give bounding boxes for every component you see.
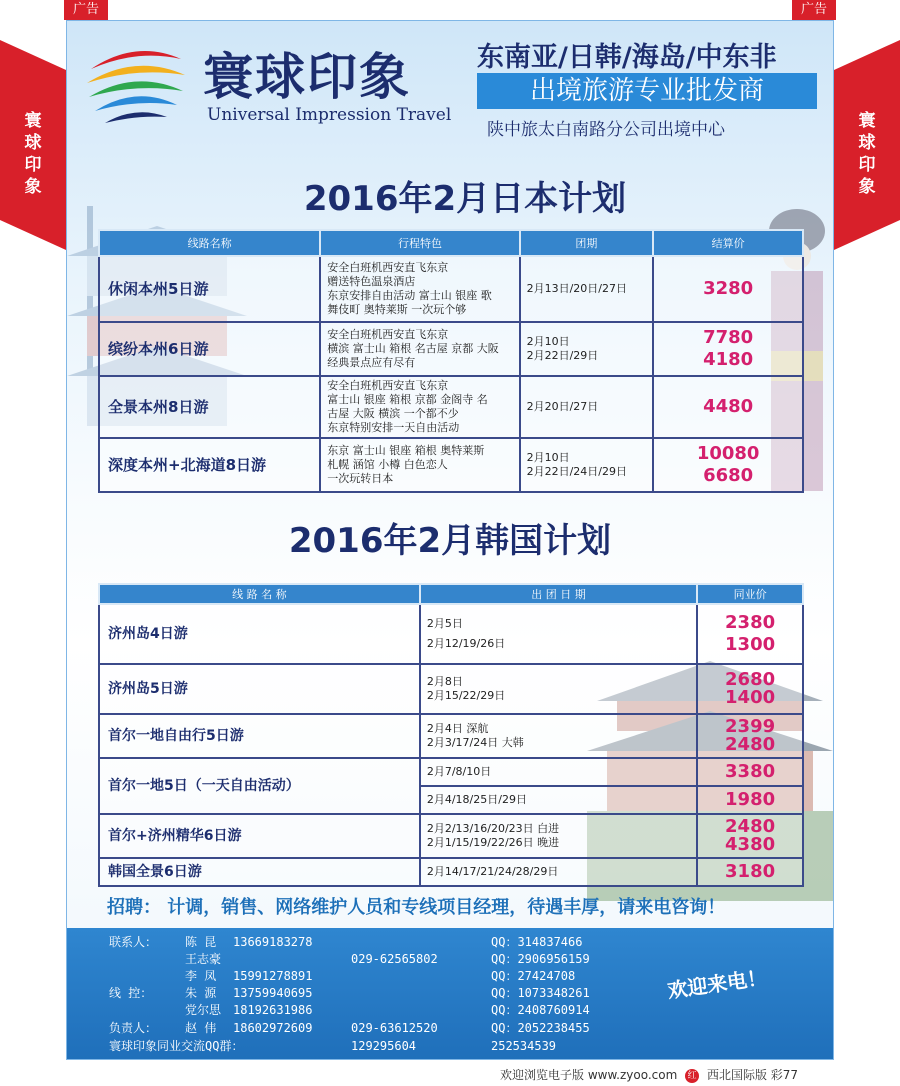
date-line: 2月10日 (526, 451, 570, 464)
brand-name-cn: 寰球印象 (203, 47, 411, 106)
ad-page (66, 20, 834, 1060)
price (653, 322, 803, 376)
feature-line: 东京 富士山 银座 箱根 奥特莱斯 (327, 444, 485, 457)
col-header: 行程特色 (320, 230, 519, 256)
ad-tag-left: 广告 (64, 0, 108, 20)
ad-tag-right: 广告 (792, 0, 836, 20)
feature-line: 富士山 银座 箱根 京都 金阁寺 名 (327, 393, 488, 406)
japan-plan-table (98, 229, 804, 493)
route-features (320, 376, 519, 438)
price-value: 3280 (703, 278, 754, 299)
table-row (99, 758, 803, 786)
price-value: 4480 (703, 396, 754, 417)
col-header: 同业价 (697, 584, 803, 604)
contact-row (109, 934, 809, 950)
contact-qq: QQ：27424708 (491, 969, 576, 983)
date-line: 2月22日/29日 (526, 349, 599, 362)
contact-qq: QQ：2906956159 (491, 952, 590, 966)
price-value: 1400 (725, 687, 776, 708)
side-ribbon-right (834, 40, 900, 250)
contact-mobile: 18192631986 (233, 1003, 313, 1017)
route-name: 首尔一地自由行5日游 (99, 714, 420, 758)
footer-edition: 西北国际版 (706, 1068, 767, 1082)
table-header-row (99, 230, 803, 256)
route-name: 济州岛4日游 (99, 604, 420, 664)
korea-plan-title: 2016年2月韩国计划 (288, 521, 612, 561)
feature-line: 安全白班机西安直飞东京 (327, 261, 449, 274)
contact-phone: 029-63612520 (351, 1021, 438, 1035)
price (653, 256, 803, 322)
price (697, 858, 803, 886)
price-value: 6680 (703, 465, 754, 486)
japan-plan-title: 2016年2月日本计划 (303, 179, 627, 219)
col-header: 团期 (520, 230, 654, 256)
col-header: 线 路 名 称 (99, 584, 420, 604)
price-value: 4380 (725, 834, 776, 855)
col-header: 线路名称 (99, 230, 320, 256)
contact-row (109, 951, 809, 967)
date-line: 2月1/15/19/22/26日 晚进 (426, 836, 560, 849)
departure-dates: 2月7/8/10日 (420, 758, 697, 786)
table-row (99, 256, 803, 322)
feature-line: 横滨 富士山 箱根 名古屋 京都 大阪 (327, 342, 499, 355)
price: 1980 (697, 786, 803, 814)
departure-dates: 2月4/18/25日/29日 (420, 786, 697, 814)
departure-dates (420, 714, 697, 758)
feature-line: 札幌 涵馆 小樽 白色恋人 (327, 458, 448, 471)
ribbon-char: 寰 (858, 111, 876, 131)
contact-name: 王志豪 (185, 952, 222, 966)
price-value: 7780 (703, 327, 754, 348)
footer-page-number: 彩77 (770, 1068, 799, 1082)
departure-dates (520, 322, 654, 376)
contact-qq: QQ：2052238455 (491, 1021, 590, 1035)
contact-row (109, 1002, 809, 1018)
price: 3380 (697, 758, 803, 786)
table-row (99, 322, 803, 376)
ribbon-char: 印 (858, 155, 876, 175)
date-line: 2月10日 (526, 335, 570, 348)
date-line: 2月8日 (426, 675, 463, 688)
price-value: 2480 (725, 734, 776, 755)
price-value: 3180 (725, 861, 776, 882)
departure-dates (420, 858, 697, 886)
route-features (320, 256, 519, 322)
departure-dates (520, 438, 654, 492)
route-name: 全景本州8日游 (99, 376, 320, 438)
date-line: 2月14/17/21/24/28/29日 (426, 865, 559, 878)
feature-line: 古屋 大阪 横滨 一个都不少 (327, 407, 459, 420)
departure-dates (420, 814, 697, 858)
route-name: 深度本州+北海道8日游 (99, 438, 320, 492)
price (697, 664, 803, 714)
qq-group-label: 寰球印象同业交流QQ群： (109, 1039, 244, 1053)
route-name: 首尔+济州精华6日游 (99, 814, 420, 858)
date-line: 2月13日/20日/27日 (526, 282, 628, 295)
tagline-banner: 出境旅游专业批发商 (477, 73, 817, 109)
contact-qq: QQ：2408760914 (491, 1003, 590, 1017)
date-line: 2月22日/24日/29日 (526, 465, 628, 478)
brand-name-en: Universal Impression Travel (207, 105, 452, 125)
date-line: 2月2/13/16/20/23日 白进 (426, 822, 560, 835)
table-row (99, 438, 803, 492)
recruit-label: 招聘： (107, 897, 161, 918)
contact-qq: QQ：314837466 (491, 935, 583, 949)
contact-mobile: 13669183278 (233, 935, 313, 949)
feature-line: 赠送特色温泉酒店 (327, 275, 416, 288)
feature-line: 东京特别安排一天自由活动 (327, 421, 460, 434)
price (653, 376, 803, 438)
feature-line: 舞伎町 奥特莱斯 一次玩个够 (327, 303, 467, 316)
qq-group-number: 252534539 (491, 1039, 557, 1053)
contact-panel (67, 928, 833, 1060)
table-row (99, 604, 803, 664)
edition-badge: 红 (685, 1069, 699, 1083)
feature-line: 经典景点应有尽有 (327, 356, 416, 369)
recruitment-notice (107, 893, 725, 919)
welcome-call-text: 欢迎来电！ (666, 965, 769, 1003)
korea-plan-table (98, 583, 804, 887)
contact-qq: QQ：1073348261 (491, 986, 590, 1000)
date-line: 2月15/22/29日 (426, 689, 506, 702)
route-name: 缤纷本州6日游 (99, 322, 320, 376)
side-ribbon-left (0, 40, 66, 250)
date-line: 2月3/17/24日 大韩 (426, 736, 524, 749)
contact-mobile: 13759940695 (233, 986, 313, 1000)
ribbon-char: 球 (24, 133, 42, 153)
table-row (99, 814, 803, 858)
recruit-text: 计调，销售、网络维护人员和专线项目经理，待遇丰厚，请来电咨询！ (167, 897, 726, 918)
col-header: 出 团 日 期 (420, 584, 697, 604)
page-footer (500, 1066, 798, 1083)
price-value: 2680 (725, 669, 776, 690)
contact-row (109, 1020, 809, 1036)
table-row (99, 664, 803, 714)
price-value: 4180 (703, 349, 754, 370)
contact-name: 朱 源 (185, 986, 217, 1000)
feature-line: 一次玩转日本 (327, 472, 394, 485)
date-line: 2月5日 (426, 617, 463, 630)
footer-site-text: 欢迎浏览电子版 www.zyoo.com (500, 1068, 678, 1082)
departure-dates (520, 256, 654, 322)
price-value: 2399 (725, 716, 776, 737)
feature-line: 安全白班机西安直飞东京 (327, 379, 449, 392)
contact-mobile: 15991278891 (233, 969, 313, 983)
contact-role: 联系人： (109, 935, 158, 949)
branch-name: 陕中旅太白南路分公司出境中心 (487, 120, 725, 140)
contact-name: 陈 昆 (185, 935, 217, 949)
route-name: 首尔一地5日（一天自由活动） (99, 758, 420, 814)
destinations: 东南亚/日韩/海岛/中东非 (477, 42, 777, 73)
date-line: 2月20日/27日 (526, 400, 599, 413)
price-value: 2480 (725, 816, 776, 837)
col-header: 结算价 (653, 230, 803, 256)
contact-mobile: 18602972609 (233, 1021, 313, 1035)
brand-logo-icon (81, 39, 191, 129)
price (697, 714, 803, 758)
table-row (99, 858, 803, 886)
route-features (320, 438, 519, 492)
ribbon-char: 寰 (24, 111, 42, 131)
price-value: 2380 (725, 612, 776, 633)
table-row (99, 714, 803, 758)
route-features (320, 322, 519, 376)
departure-dates (420, 604, 697, 664)
route-name: 济州岛5日游 (99, 664, 420, 714)
departure-dates (420, 664, 697, 714)
header (67, 21, 833, 151)
price (653, 438, 803, 492)
table-row (99, 376, 803, 438)
table-header-row (99, 584, 803, 604)
ribbon-char: 象 (24, 177, 42, 197)
date-line: 2月4日 深航 (426, 722, 489, 735)
route-name: 休闲本州5日游 (99, 256, 320, 322)
contact-name: 党尔思 (185, 1003, 222, 1017)
price-value: 10080 (696, 443, 760, 464)
feature-line: 东京安排自由活动 富士山 银座 歌 (327, 289, 492, 302)
qq-group-number: 129295604 (351, 1039, 417, 1053)
price-value: 1300 (725, 634, 776, 655)
ribbon-char: 印 (24, 155, 42, 175)
price (697, 604, 803, 664)
contact-phone: 029-62565802 (351, 952, 438, 966)
route-name: 韩国全景6日游 (99, 858, 420, 886)
contact-name: 赵 伟 (185, 1021, 217, 1035)
date-line: 2月12/19/26日 (426, 637, 506, 650)
price (697, 814, 803, 858)
ribbon-char: 象 (858, 177, 876, 197)
departure-dates (520, 376, 654, 438)
contact-name: 李 凤 (185, 969, 217, 983)
contact-role: 负责人： (109, 1021, 158, 1035)
feature-line: 安全白班机西安直飞东京 (327, 328, 449, 341)
ribbon-char: 球 (858, 133, 876, 153)
qq-group-row (109, 1038, 809, 1054)
contact-role: 线 控： (109, 986, 153, 1000)
